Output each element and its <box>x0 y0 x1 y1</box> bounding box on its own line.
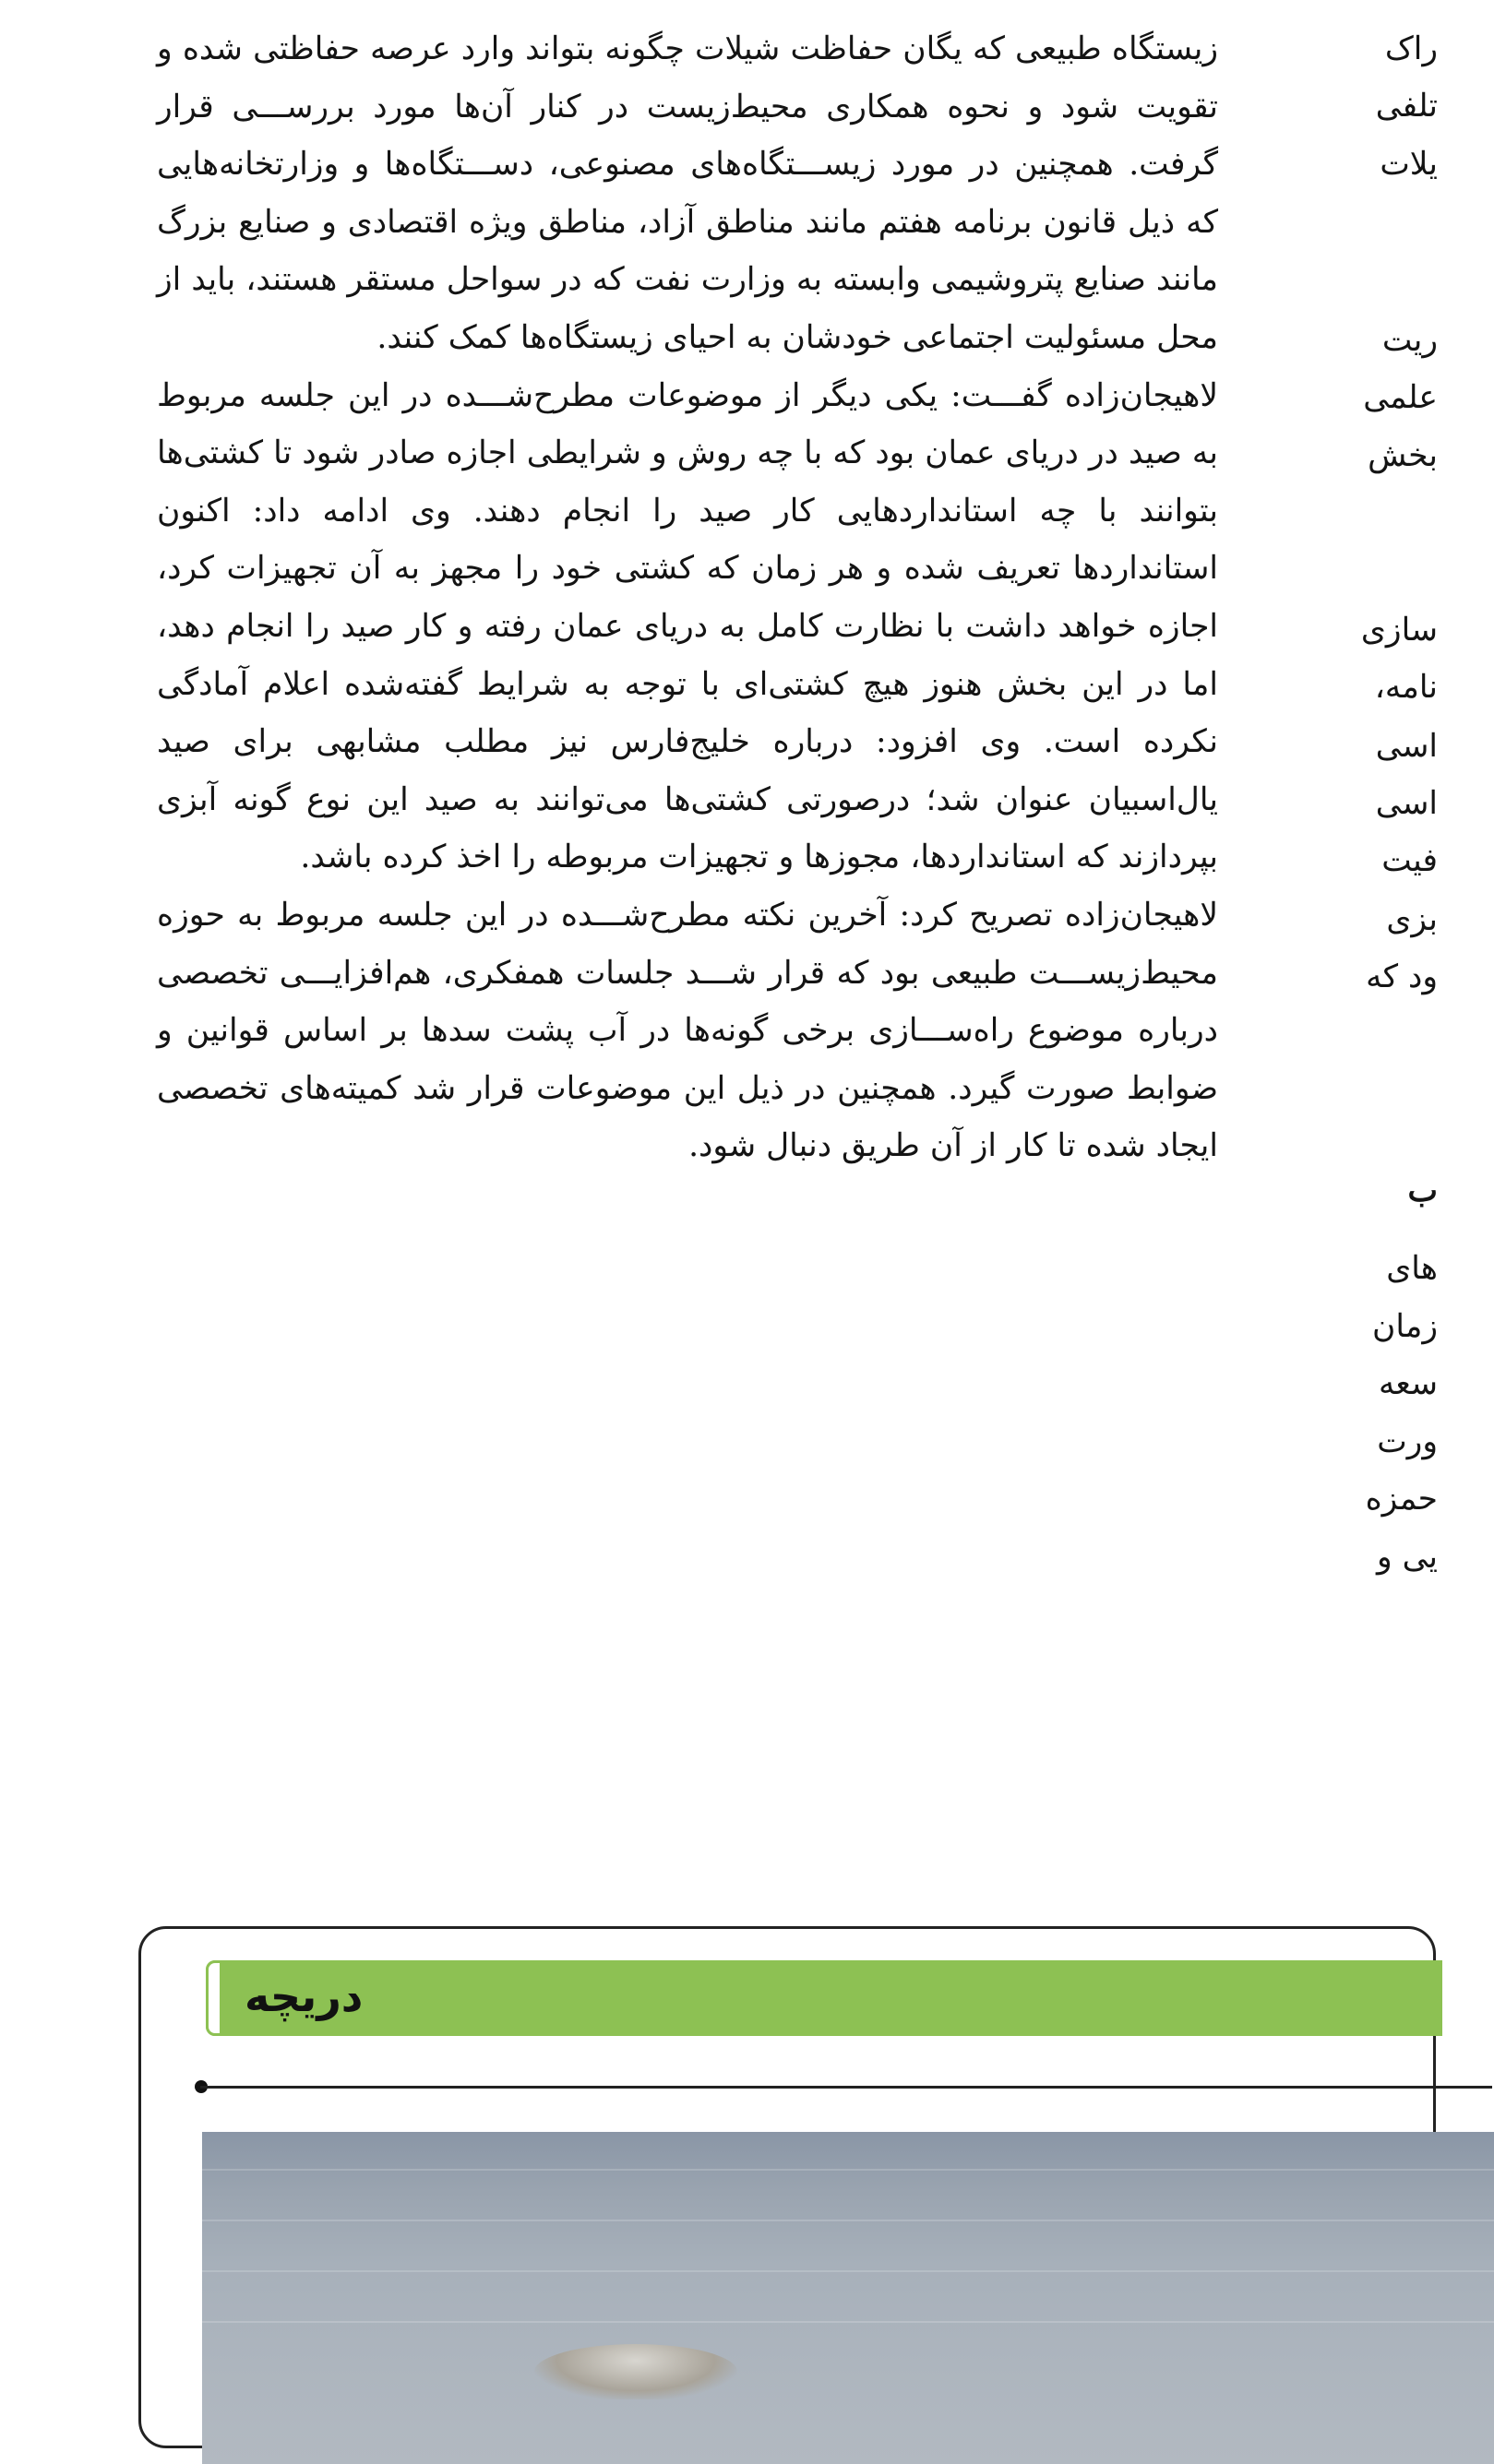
adjacent-line: فیت <box>1381 842 1438 879</box>
article-column <box>157 20 1218 1175</box>
adjacent-line: بخش <box>1368 437 1438 474</box>
adjacent-line: سعه <box>1378 1365 1438 1402</box>
adjacent-line: اسی <box>1375 785 1438 822</box>
sidebar-box-header <box>206 1960 1442 2036</box>
article-paragraph-3: لاهیجان‌زاده تصریح کرد: آخرین نکته مطرح‌شـــده در این جلسه مربوط به حوزه محیط‌زیســـت طبیعی بود که قرار شـــد جلسات همفکری، هم‌افزایـــی تخصصی درباره موضوع راه‌ســـازی برخی گونه‌ها در آب پشت سدها بر اساس قوانین و ضوابط صورت گیرد. همچنین در ذیل این موضوعات قرار شد کمیته‌های تخصصی ایجاد شده تا کار از آن طریق دنبال شود. <box>157 896 1218 1165</box>
article-paragraph-2: لاهیجان‌زاده گفـــت: یکی دیگر از موضوعات مطرح‌شـــده در این جلسه مربوط به صید در دریای عمان بود که با چه روش و شرایطی اجازه صادر شود تا کشتی‌ها بتوانند با چه استانداردهایی کار صید را انجام دهند. وی ادامه داد: اکنون استانداردها تعریف شده و هر زمان که کشتی خود را مجهز به آن تجهیزات کرد، اجازه خواهد داشت با نظارت کامل به دریای عمان رفته و کار صید را انجام دهد، اما در این بخش هنوز هیچ کشتی‌ای با توجه به شرایط گفته‌شده اعلام آمادگی نکرده است. وی افزود: درباره خلیج‌فارس نیز مطلب مشابهی برای صید یال‌اسبیان عنوان شد؛ درصورتی کشتی‌ها می‌توانند به صید این نوع گونه آبزی بپردازند که استانداردها، مجوزها و تجهیزات مربوطه را اخذ کرده باشد. <box>157 376 1218 876</box>
adjacent-line: های <box>1386 1250 1438 1287</box>
photo-wave <box>202 2169 1494 2171</box>
adjacent-line: یی و <box>1377 1539 1438 1576</box>
adjacent-column-fragment <box>1309 20 1438 1893</box>
adjacent-line: علمی <box>1363 379 1438 416</box>
adjacent-line: ورت <box>1377 1423 1438 1460</box>
adjacent-line: نامه، <box>1374 669 1438 706</box>
photo-rock <box>534 2344 737 2399</box>
adjacent-line: بزی <box>1386 901 1438 938</box>
photo-wave <box>202 2321 1494 2323</box>
adjacent-line: ود که <box>1366 958 1438 995</box>
header-tab-notch <box>206 1960 222 2036</box>
adjacent-line: زمان <box>1372 1308 1438 1345</box>
sidebar-box-title: دریچه <box>245 1971 364 2021</box>
divider-rule <box>200 2086 1492 2089</box>
adjacent-line: سازی <box>1360 612 1438 649</box>
article-paragraph-1: زیستگاه طبیعی که یگان حفاظت شیلات چگونه بتواند وارد عرصه حفاظتی شده و تقویت شود و نحوه همکاری محیط‌زیست در کنار آن‌ها مورد بررســـی قرار گرفت. همچنین در مورد زیســـتگاه‌های مصنوعی، دســـتگاه‌ها و وزارتخانه‌هایی که ذیل قانون برنامه هفتم مانند مناطق آزاد، مناطق ویژه اقتصادی و صنایع بزرگ مانند صنایع پتروشیمی وابسته به وزارت نفت که در سواحل مستقر هستند، باید از محل مسئولیت اجتماعی خودشان به احیای زیستگاه‌ها کمک کنند. <box>157 30 1218 356</box>
adjacent-line: اسی <box>1375 728 1438 765</box>
adjacent-heading: ب <box>1407 1172 1438 1209</box>
photo-wave <box>202 2270 1494 2272</box>
photo-wave <box>202 2220 1494 2221</box>
adjacent-line: حمزه <box>1365 1481 1438 1518</box>
adjacent-line: یلات <box>1380 146 1438 183</box>
adjacent-line: تلفی <box>1375 88 1438 125</box>
adjacent-line: راک <box>1384 30 1438 67</box>
adjacent-line: ریت <box>1381 322 1438 359</box>
sea-photo <box>202 2132 1494 2464</box>
sidebar-box <box>138 1926 1436 2448</box>
